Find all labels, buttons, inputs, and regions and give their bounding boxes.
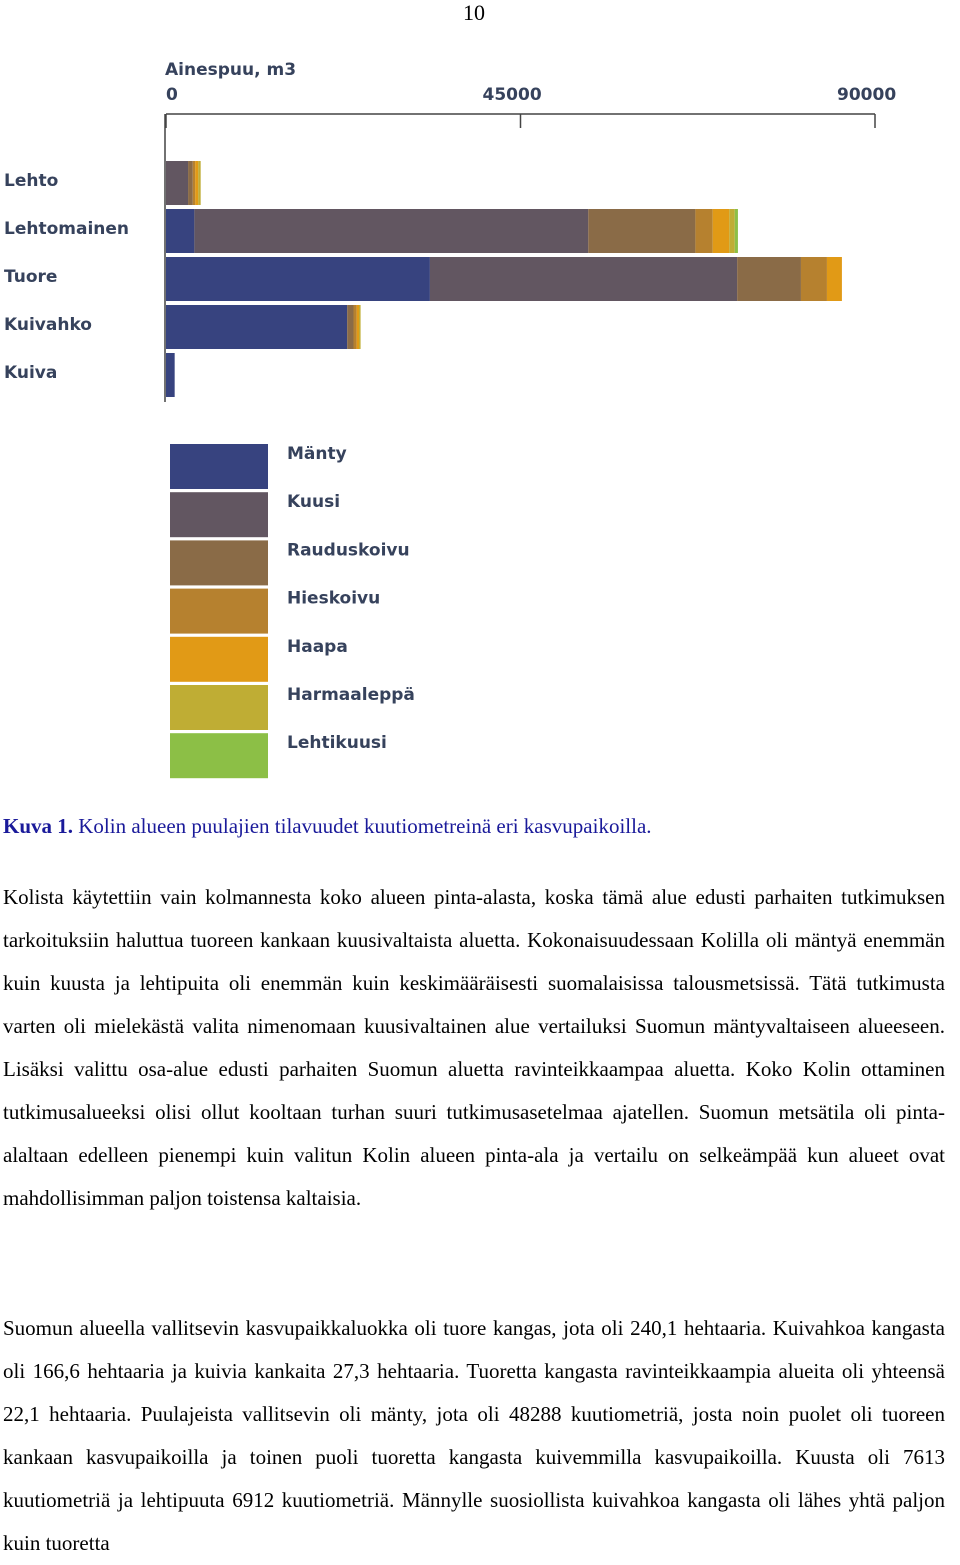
bar-segment	[729, 209, 735, 253]
bar-segment	[195, 161, 198, 205]
bar-segment	[194, 209, 588, 253]
x-tick-label: 90000	[837, 85, 897, 105]
bar-segment	[357, 305, 359, 349]
paragraph-2: Suomun alueella vallitsevin kasvupaikkaluokka oli tuore kangas, jota oli 240,1 hehtaaria. Kuivahkoa kangasta oli 166,6 hehtaaria ja kuivia kankaita 27,3 hehtaaria. Tuoretta kangasta ravinteikkaampia alueita oli yhteensä 22,1 hehtaaria. Puulajeista vallitsevin oli mänty, jota oli 48288 kuutiometriä, josta noin puolet oli tuoreen kankaan kasvupaikoilla ja toinen puoli tuoretta kangasta kuivemmilla kasvupaikoilla. Kuusta oli 7613 kuutiometriä ja lehtipuuta 6912 kuutiometriä. Männylle suosiollista kuivahkoa kangasta oli lähes yhtä paljon kuin tuoretta	[3, 1316, 945, 1555]
bar-segment	[588, 209, 695, 253]
bar-segment	[737, 257, 801, 301]
legend-swatch	[170, 685, 268, 730]
x-tick-label: 0	[166, 85, 178, 105]
bar-segment	[827, 257, 842, 301]
legend	[170, 444, 415, 778]
bar-segment	[695, 209, 712, 253]
bar-segment	[735, 209, 738, 253]
legend-swatch	[170, 589, 268, 634]
category-label: Kuivahko	[4, 315, 92, 335]
legend-label: Lehtikuusi	[287, 733, 387, 754]
bar-segment	[166, 209, 194, 253]
legend-label: Harmaaleppä	[287, 685, 415, 705]
legend-swatch	[170, 540, 268, 585]
legend-label: Hieskoivu	[287, 588, 381, 609]
chart-title: Ainespuu, m3	[165, 60, 297, 80]
bar-segment	[166, 257, 430, 301]
bar-segment	[713, 209, 730, 253]
bar-segment	[430, 257, 737, 301]
legend-swatch	[170, 733, 268, 778]
bar-segment	[347, 305, 353, 349]
caption-label: Kuva 1.	[3, 814, 74, 838]
legend-label: Kuusi	[287, 492, 341, 513]
caption-text: Kolin alueen puulajien tilavuudet kuutiometreinä eri kasvupaikoilla.	[73, 814, 652, 838]
legend-swatch	[170, 444, 268, 489]
legend-label: Rauduskoivu	[287, 540, 410, 561]
category-label: Tuore	[4, 267, 58, 287]
x-tick-label: 45000	[482, 85, 542, 105]
category-label: Lehto	[4, 171, 59, 191]
bar-segment	[193, 161, 195, 205]
bar-segment	[198, 161, 200, 205]
bar-segment	[359, 305, 361, 349]
bar-segment	[801, 257, 827, 301]
page-number: 10	[463, 0, 485, 25]
bar-segment	[166, 353, 175, 397]
paragraph-1: Kolista käytettiin vain kolmannesta koko alueen pinta-alasta, koska tämä alue edusti parhaiten tutkimuksen tarkoituksiin haluttua tuoreen kankaan kuusivaltaista aluetta. Kokonaisuudessaan Kolilla oli mäntyä enemmän kuin kuusta ja lehtipuita oli enemmän kuin keskimääräisesti suomalaisissa talousmetsissä. Tätä tutkimusta varten oli mielekästä valita nimenomaan kuusivaltainen alue vertailuksi Suomun mäntyvaltaiseen alueeseen. Lisäksi valittu osa-alue edusti parhaiten Suomun aluetta ravinteikkaampaa aluetta. Koko Kolin ottaminen tutkimusalueeksi olisi ollut kooltaan turhan suuri tutkimusasetelmaa ajatellen. Suomun metsätila oli pinta-alaltaan edelleen pienempi kuin valitun Kolin alueen pinta-ala ja vertailu on selkeämpää kun alueet ovat mahdollisimman paljon toistensa kaltaisia.	[3, 885, 945, 1210]
category-labels	[4, 171, 129, 383]
bar-segment	[166, 305, 347, 349]
bars	[166, 161, 842, 397]
category-label: Lehtomainen	[4, 219, 130, 239]
bar-segment	[166, 161, 188, 205]
legend-label: Haapa	[287, 636, 348, 657]
legend-swatch	[170, 492, 268, 537]
legend-label: Mänty	[287, 444, 347, 464]
bar-segment	[188, 161, 193, 205]
stacked-bar-chart	[0, 50, 960, 790]
legend-swatch	[170, 637, 268, 682]
figure-caption	[3, 812, 948, 840]
category-label: Kuiva	[4, 363, 58, 383]
bar-segment	[353, 305, 356, 349]
